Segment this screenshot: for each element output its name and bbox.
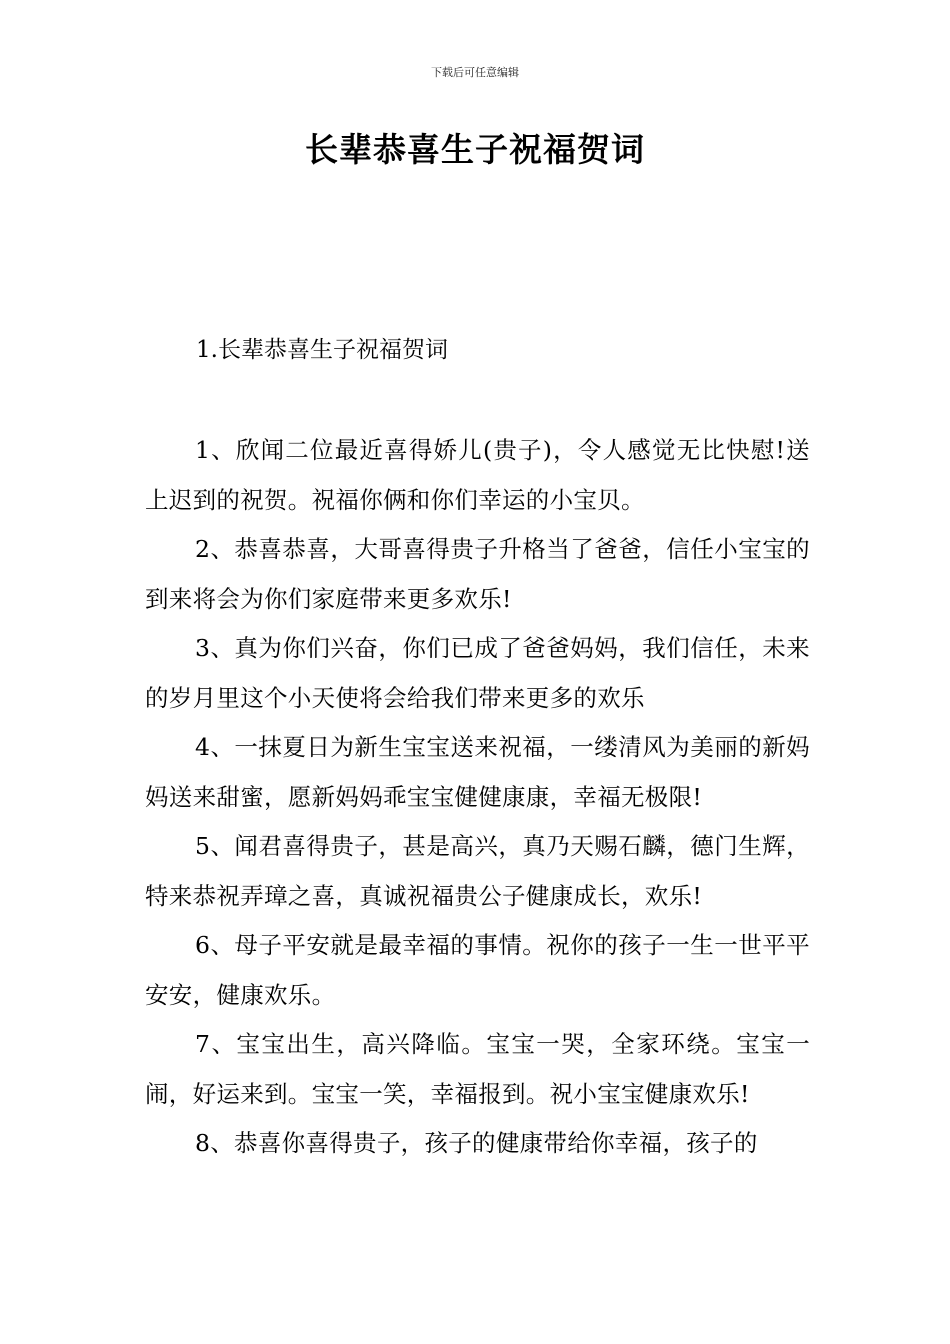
blessing-paragraph: 8、恭喜你喜得贵子，孩子的健康带给你幸福，孩子的 <box>195 1129 758 1157</box>
blessing-paragraph: 4、一抹夏日为新生宝宝送来祝福，一缕清风为美丽的新妈妈送来甜蜜，愿新妈妈乖宝宝健健康康，幸福无极限! <box>145 733 810 811</box>
blessing-paragraph: 5、闻君喜得贵子，甚是高兴，真乃天赐石麟，德门生辉，特来恭祝弄璋之喜，真诚祝福贵公子健康成长，欢乐! <box>145 832 810 910</box>
blessing-paragraph: 1、欣闻二位最近喜得娇儿(贵子)，令人感觉无比快慰!送上迟到的祝贺。祝福你俩和你们幸运的小宝贝。 <box>145 436 810 514</box>
blessings-list <box>145 426 810 1169</box>
document-title: 长辈恭喜生子祝福贺词 <box>305 130 645 169</box>
blessing-paragraph: 2、恭喜恭喜，大哥喜得贵子升格当了爸爸，信任小宝宝的到来将会为你们家庭带来更多欢乐! <box>145 535 810 613</box>
blessing-paragraph: 6、母子平安就是最幸福的事情。祝你的孩子一生一世平平安安，健康欢乐。 <box>145 931 810 1009</box>
section-heading: 1.长辈恭喜生子祝福贺词 <box>196 337 448 363</box>
blessing-paragraph: 7、宝宝出生，高兴降临。宝宝一哭，全家环绕。宝宝一闹，好运来到。宝宝一笑，幸福报到。祝小宝宝健康欢乐! <box>145 1030 810 1108</box>
blessing-paragraph: 3、真为你们兴奋，你们已成了爸爸妈妈，我们信任，未来的岁月里这个小天使将会给我们带来更多的欢乐 <box>145 634 810 712</box>
header-note: 下载后可任意编辑 <box>431 66 519 79</box>
